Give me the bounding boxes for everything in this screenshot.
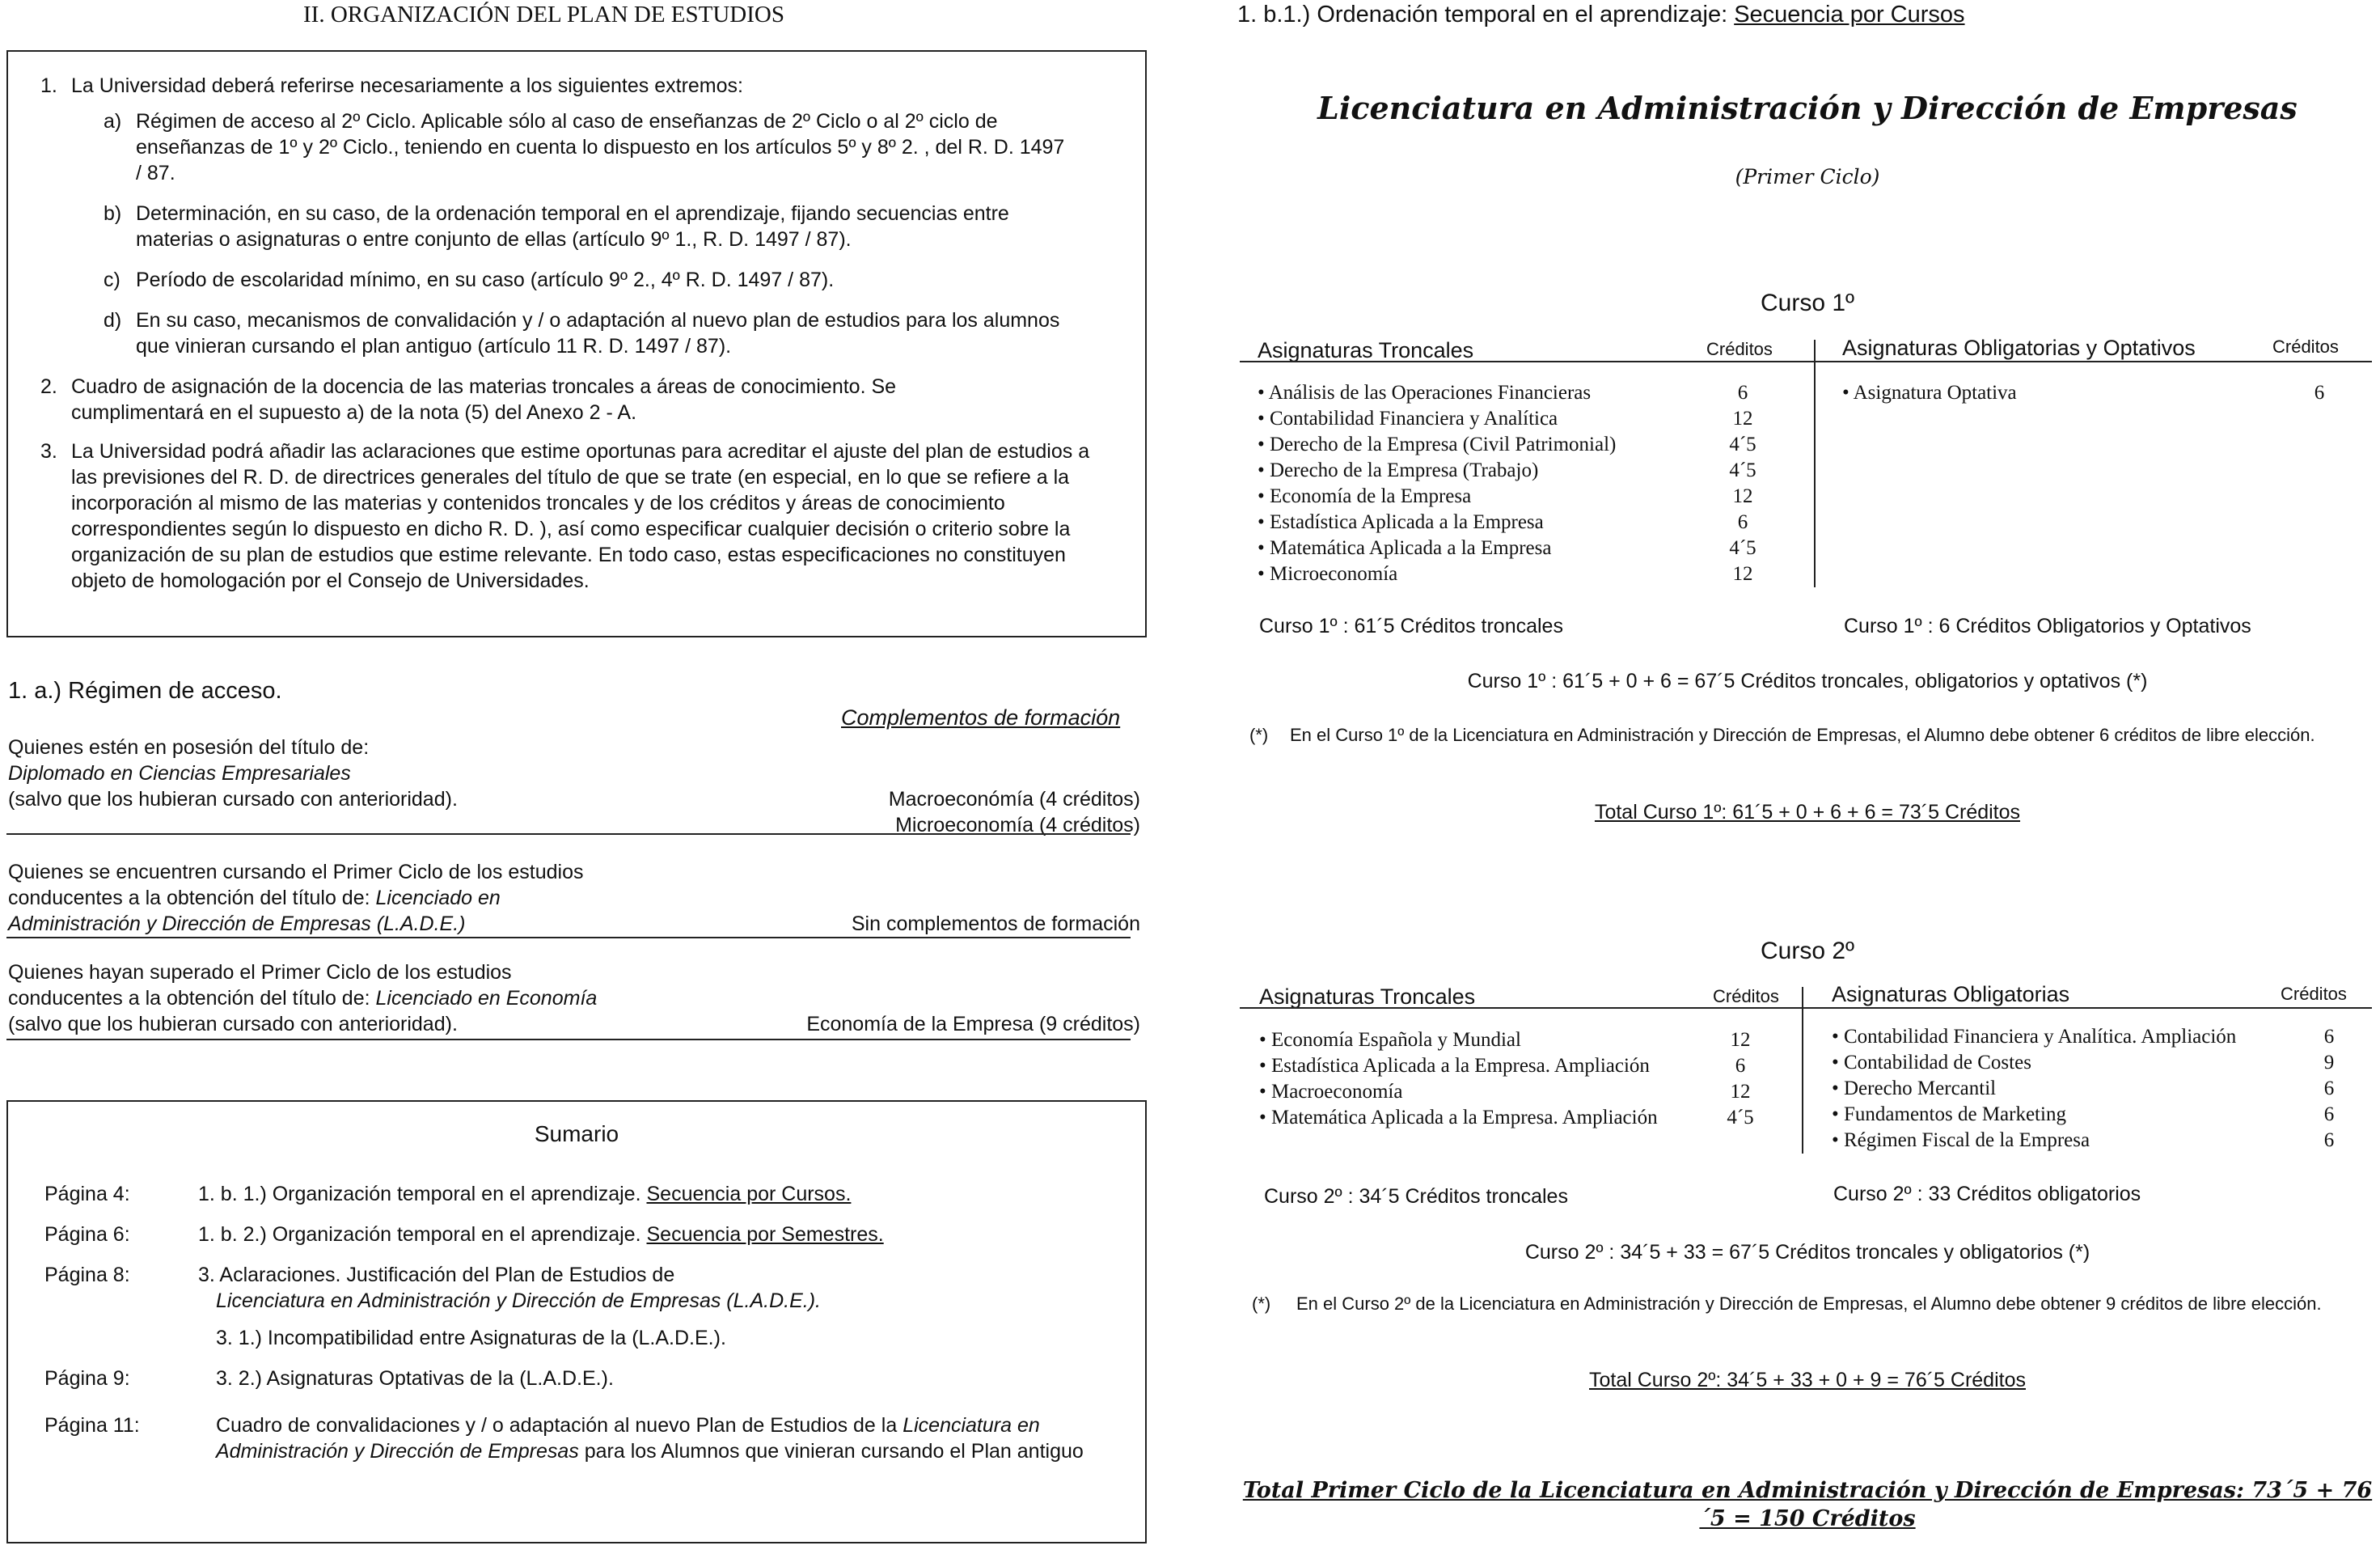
complementos-header: Complementos de formación [841, 705, 1121, 730]
subitem-label: c) [104, 269, 120, 291]
sumario-text: 1. b. 2.) Organización temporal en el aprendizaje. [198, 1223, 641, 1246]
sumario-page [44, 1325, 198, 1351]
sumario-page: Página 8: [44, 1264, 130, 1286]
block-line: (salvo que los hubieran cursado con anterioridad). [8, 788, 458, 811]
list-item: • Contabilidad Financiera y Analítica. Ampliación 6 [1832, 1026, 2335, 1048]
item-text: La Universidad deberá referirse necesariamente a los siguientes extremos: [71, 74, 743, 97]
table-rule [1240, 361, 2372, 362]
right-heading-text: 1. b.1.) Ordenación temporal en el aprendizaje: [1237, 2, 1728, 28]
sumario-text: 1. b. 1.) Organización temporal en el aprendizaje. [198, 1183, 641, 1205]
sumario-text: para los Alumnos que vinieran cursando el Plan antiguo [584, 1440, 1084, 1463]
curso1-troncales-header: Asignaturas Troncales [1258, 338, 1474, 362]
block-line: Licenciado en Economía [375, 987, 598, 1010]
block-line: conducentes a la obtención del título de: [8, 887, 370, 909]
list-item: • Derecho de la Empresa (Civil Patrimonial) 4´5 [1258, 434, 1756, 455]
list-item: • Asignatura Optativa 6 [1842, 382, 2325, 404]
subitem-text: Régimen de acceso al 2º Ciclo. Aplicable sólo al caso de enseñanzas de 2º Ciclo o al 2º ciclo de enseñanzas de 1º y 2º Ciclo., teniendo en cuenta lo dispuesto en los artículos 5º y 8º 2. , del R. D. 1497 / 87. [136, 110, 1065, 184]
divider [6, 937, 1131, 938]
curso2-sum-oblig: Curso 2º : 33 Créditos obligatorios [1833, 1183, 2141, 1205]
curso1-total-line: Curso 1º : 61´5 + 0 + 6 = 67´5 Créditos troncales, obligatorios y optativos (*) [1467, 670, 2148, 692]
column-divider [1802, 987, 1803, 1154]
document-title: Licenciatura en Administración y Dirección de Empresas [1317, 90, 2298, 126]
complemento: Macroeconómía (4 créditos) [888, 788, 1140, 811]
curso1-grand-total: Total Curso 1º: 61´5 + 0 + 6 + 6 = 73´5 Créditos [1594, 801, 2021, 824]
complemento: Microeconomía (4 créditos) [895, 814, 1140, 836]
item-text: La Universidad podrá añadir las aclaraciones que estime oportunas para acreditar el ajuste del plan de estudios a las previsiones del R. D. de directrices generales del título de que se trate (en especial, en lo que se refiere a la incorporación al mismo de las materias y contenidos troncales y de los créditos y áreas de conocimiento correspondientes según lo dispuesto en dicho R. D. ), así como especificar cualquier decisión o criterio sobre la organización de su plan de estudios que estime relevante. En todo caso, estas especificaciones no constituyen objeto de homologación por el Consejo de Universidades. [71, 440, 1090, 592]
curso1-oblig-header: Asignaturas Obligatorias y Optativos [1842, 336, 2196, 360]
right-heading [1237, 0, 1965, 30]
block-line: conducentes a la obtención del título de: [8, 987, 370, 1010]
curso2-troncales-header: Asignaturas Troncales [1259, 984, 1476, 1009]
subitem-label: a) [104, 110, 122, 133]
curso1-note: En el Curso 1º de la Licenciatura en Administración y Dirección de Empresas, el Alumno debe obtener 6 créditos de libre elección. [1290, 725, 2315, 745]
sumario-text: 3. 1.) Incompatibilidad entre Asignaturas de la (L.A.D.E.). [216, 1327, 726, 1349]
item-text: Cuadro de asignación de la docencia de las materias troncales a áreas de conocimiento. Se cumplimentará en el supuesto a) de la nota (5) del Anexo 2 - A. [71, 375, 897, 424]
list-item: • Contabilidad Financiera y Analítica 12 [1258, 408, 1753, 430]
curso2-grand-total: Total Curso 2º: 34´5 + 33 + 0 + 9 = 76´5 Créditos [1588, 1369, 2026, 1391]
acceso-block-3 [8, 959, 1140, 1037]
list-item: • Macroeconomía 12 [1259, 1081, 1751, 1103]
sumario-link[interactable]: Secuencia por Cursos. [646, 1183, 852, 1205]
subitem-label: d) [104, 309, 122, 332]
sumario-page: Página 4: [44, 1183, 130, 1205]
list-item: • Contabilidad de Costes 9 [1832, 1052, 2335, 1073]
list-item: • Economía de la Empresa 12 [1258, 485, 1753, 507]
list-item: • Matemática Aplicada a la Empresa 4´5 [1258, 537, 1756, 559]
table-rule [1240, 1007, 2372, 1009]
list-item: • Fundamentos de Marketing 6 [1832, 1103, 2335, 1125]
sumario-page: Página 9: [44, 1367, 130, 1390]
final-total: Total Primer Ciclo de la Licenciatura en Administración y Dirección de Empresas: 73´5 + 76´5 = 150 Créditos [1242, 1478, 2373, 1531]
sumario-text: 3. Aclaraciones. Justificación del Plan de Estudios de [198, 1264, 675, 1286]
curso2-troncales-list [1259, 1027, 1769, 1131]
subitem-text: Determinación, en su caso, de la ordenación temporal en el aprendizaje, fijando secuencias entre materias o asignaturas o entre conjunto de ellas (artículo 9º 1., R. D. 1497 / 87). [136, 202, 1009, 251]
sumario-text: Cuadro de convalidaciones y / o adaptación al nuevo Plan de Estudios de la [216, 1414, 898, 1437]
sumario-link[interactable]: Secuencia por Semestres. [646, 1223, 884, 1246]
complemento: Economía de la Empresa (9 créditos) [806, 1013, 1140, 1035]
curso2-creditos-header: Créditos [1713, 986, 1779, 1006]
column-divider [1814, 340, 1816, 587]
list-item: • Estadística Aplicada a la Empresa. Ampliación 6 [1259, 1055, 1746, 1077]
list-item: • Análisis de las Operaciones Financieras 6 [1258, 382, 1748, 404]
block-line: Diplomado en Ciencias Empresariales [8, 762, 351, 785]
list-item: • Microeconomía 12 [1258, 563, 1753, 585]
document-subtitle: (Primer Ciclo) [1735, 165, 1880, 188]
curso2-oblig-header: Asignaturas Obligatorias [1832, 982, 2070, 1006]
curso1-sum-oblig: Curso 1º : 6 Créditos Obligatorios y Optativos [1844, 615, 2251, 637]
list-item: • Derecho de la Empresa (Trabajo) 4´5 [1258, 459, 1756, 481]
acceso-block-1 [8, 735, 1140, 838]
subitem-text: En su caso, mecanismos de convalidación y / o adaptación al nuevo plan de estudios para los alumnos que vinieran cursando el plan antiguo (artículo 11 R. D. 1497 / 87). [136, 309, 1060, 358]
section-title: II. ORGANIZACIÓN DEL PLAN DE ESTUDIOS [303, 2, 784, 28]
subitem-text: Período de escolaridad mínimo, en su caso (artículo 9º 2., 4º R. D. 1497 / 87). [136, 269, 835, 291]
sumario-page: Página 11: [44, 1414, 140, 1437]
subitem-label: b) [104, 202, 122, 225]
sumario-page: Página 6: [44, 1223, 130, 1246]
acceso-heading: 1. a.) Régimen de acceso. [8, 678, 282, 704]
list-item: • Matemática Aplicada a la Empresa. Ampliación 4´5 [1259, 1107, 1754, 1128]
curso2-sum-troncales: Curso 2º : 34´5 Créditos troncales [1264, 1185, 1568, 1208]
list-item: • Estadística Aplicada a la Empresa 6 [1258, 511, 1748, 533]
divider [6, 1039, 1131, 1040]
curso1-title: Curso 1º [1760, 290, 1854, 316]
curso2-total-line: Curso 2º : 34´5 + 33 = 67´5 Créditos troncales y obligatorios (*) [1524, 1241, 2090, 1264]
block-line: (salvo que los hubieran cursado con anterioridad). [8, 1013, 458, 1035]
curso1-sum-troncales: Curso 1º : 61´5 Créditos troncales [1259, 615, 1563, 637]
item-number: 3. [40, 440, 57, 463]
curso2-creditos-header-2: Créditos [2281, 984, 2347, 1004]
instructions-box [6, 50, 1147, 637]
list-item: • Régimen Fiscal de la Empresa 6 [1832, 1129, 2335, 1151]
item-number: 2. [40, 375, 57, 398]
curso2-note: En el Curso 2º de la Licenciatura en Administración y Dirección de Empresas, el Alumno debe obtener 9 créditos de libre elección. [1296, 1294, 2322, 1314]
curso2-oblig-list [1832, 1024, 2349, 1154]
curso1-creditos-header-2: Créditos [2272, 337, 2339, 357]
list-item: • Economía Española y Mundial 12 [1259, 1029, 1751, 1051]
block-line: Quienes estén en posesión del título de: [8, 736, 370, 759]
item-number: 1. [40, 74, 57, 97]
sumario-text: 3. 2.) Asignaturas Optativas de la (L.A.D.E.). [216, 1367, 614, 1390]
complemento: Sin complementos de formación [851, 912, 1140, 935]
curso2-title: Curso 2º [1760, 938, 1854, 964]
curso1-creditos-header: Créditos [1706, 339, 1773, 359]
divider [6, 833, 1131, 835]
curso1-oblig-list [1842, 380, 2344, 406]
curso2-note-mark: (*) [1252, 1294, 1271, 1314]
block-line: Licenciado en [375, 887, 501, 909]
block-line: Administración y Dirección de Empresas (L.A.D.E.) [8, 912, 466, 935]
sumario-text: Licenciatura en Administración y Dirección de Empresas [216, 1414, 1040, 1463]
list-item: • Derecho Mercantil 6 [1832, 1078, 2335, 1099]
sumario-text: Licenciatura en Administración y Dirección de Empresas (L.A.D.E.). [216, 1289, 821, 1312]
curso1-troncales-list [1258, 380, 1775, 587]
block-line: Quienes hayan superado el Primer Ciclo de los estudios [8, 961, 512, 984]
acceso-block-2 [8, 859, 1140, 937]
right-heading-link: Secuencia por Cursos [1734, 2, 1965, 28]
block-line: Quienes se encuentren cursando el Primer Ciclo de los estudios [8, 861, 584, 883]
curso1-note-mark: (*) [1249, 725, 1269, 745]
sumario-title: Sumario [534, 1121, 619, 1146]
sumario-box [6, 1100, 1147, 1543]
